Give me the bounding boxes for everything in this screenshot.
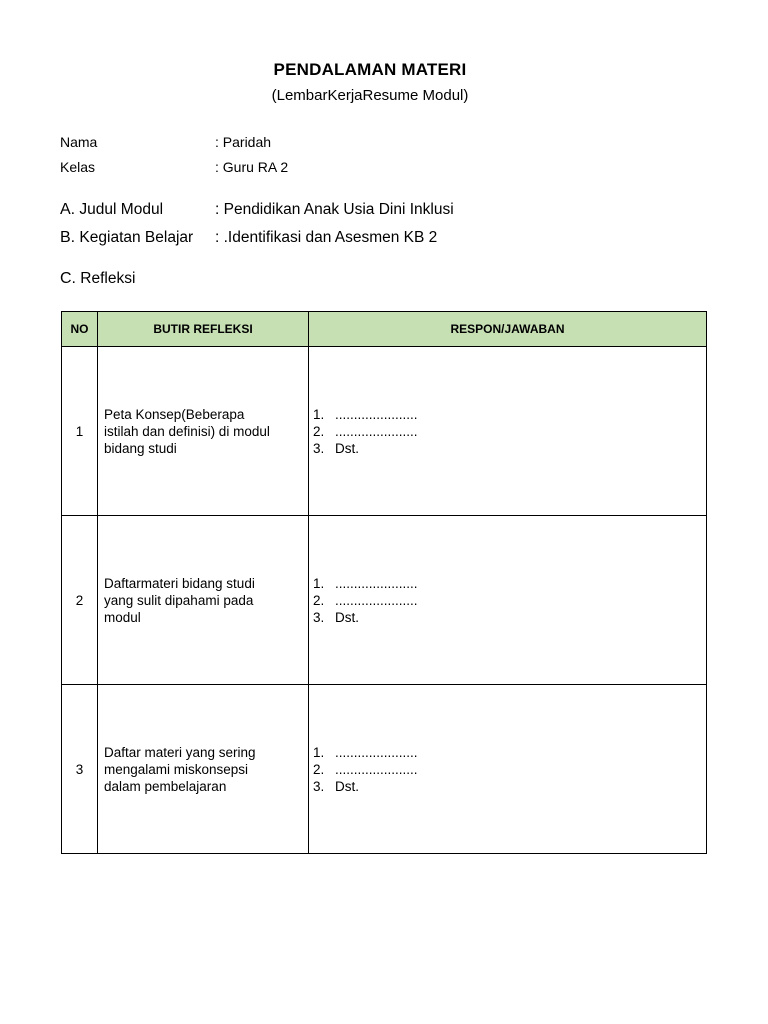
page-title: PENDALAMAN MATERI xyxy=(273,60,467,79)
table-header-row xyxy=(62,312,707,347)
respon-item: 1. ...................... xyxy=(313,575,418,591)
respon-list xyxy=(313,406,702,457)
nama-label: Nama xyxy=(60,134,98,150)
respon-item: 3. Dst. xyxy=(313,609,360,625)
respon-list xyxy=(313,744,702,795)
table-row xyxy=(62,685,707,854)
butir-line: yang sulit dipahami pada xyxy=(104,592,254,608)
respon-item: 1. ...................... xyxy=(313,744,418,760)
butir-line: Daftar materi yang sering xyxy=(104,744,256,760)
header-butir: BUTIR REFLEKSI xyxy=(98,312,309,347)
butir-line: bidang studi xyxy=(104,440,177,456)
section-a-letter: A. xyxy=(60,201,76,218)
header-no: NO xyxy=(62,312,98,347)
respon-item: 3. Dst. xyxy=(313,440,360,456)
respon-cell xyxy=(309,685,707,854)
respon-item: 2. ...................... xyxy=(313,423,418,439)
butir-cell xyxy=(98,685,309,854)
respon-item: 2. ...................... xyxy=(313,592,418,608)
row-number: 2 xyxy=(62,516,98,685)
section-c-label: Refleksi xyxy=(76,270,136,287)
butir-line: Peta Konsep(Beberapa xyxy=(104,406,245,422)
section-c-letter: C. xyxy=(60,270,76,287)
respon-item: 3. Dst. xyxy=(313,778,360,794)
respon-item: 2. ...................... xyxy=(313,761,418,777)
kelas-value: : Guru RA 2 xyxy=(215,159,289,175)
nama-row xyxy=(60,134,271,150)
refleksi-table xyxy=(61,311,707,854)
butir-cell xyxy=(98,347,309,516)
butir-line: Daftarmateri bidang studi xyxy=(104,575,255,591)
row-number: 1 xyxy=(62,347,98,516)
nama-value: : Paridah xyxy=(215,134,272,150)
section-b-label: Kegiatan Belajar xyxy=(75,229,194,246)
butir-line: dalam pembelajaran xyxy=(104,778,227,794)
butir-line: mengalami miskonsepsi xyxy=(104,761,249,777)
section-b-letter: B. xyxy=(60,229,76,246)
section-a-label: Judul Modul xyxy=(75,201,164,218)
table-row xyxy=(62,347,707,516)
page-subtitle: (LembarKerjaResume Modul) xyxy=(271,87,469,104)
respon-cell xyxy=(309,347,707,516)
kelas-row xyxy=(60,159,288,175)
row-number: 3 xyxy=(62,685,98,854)
header-respon: RESPON/JAWABAN xyxy=(309,312,707,347)
respon-list xyxy=(313,575,702,626)
section-a-value: : Pendidikan Anak Usia Dini Inklusi xyxy=(215,201,454,218)
respon-cell xyxy=(309,516,707,685)
section-b xyxy=(60,229,437,247)
kelas-label: Kelas xyxy=(60,159,96,175)
section-a xyxy=(60,201,454,219)
section-c xyxy=(60,270,135,288)
respon-item: 1. ...................... xyxy=(313,406,418,422)
section-b-value: : .Identifikasi dan Asesmen KB 2 xyxy=(215,229,438,246)
table-row xyxy=(62,516,707,685)
butir-line: modul xyxy=(104,609,141,625)
butir-line: istilah dan definisi) di modul xyxy=(104,423,270,439)
butir-cell xyxy=(98,516,309,685)
